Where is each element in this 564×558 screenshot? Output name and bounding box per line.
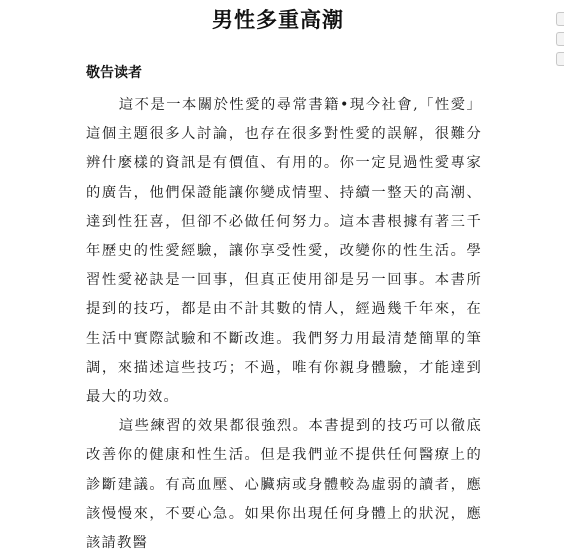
document-title: 男性多重高潮: [212, 7, 344, 32]
section-heading: 敬告读者: [86, 65, 142, 81]
body-text: [86, 91, 482, 558]
panel-tab-icon[interactable]: [556, 52, 564, 66]
panel-tab-icon[interactable]: [556, 12, 564, 26]
panel-tab-icon[interactable]: [556, 32, 564, 46]
paragraph-1: 這不是一本關於性愛的尋常書籍•現今社會,「性愛」這個主題很多人討論，也存在很多對性愛的誤解，很難分辨什麼樣的資訊是有價值、有用的。你一定見過性愛專家的廣告，他們保證能讓你變成情聖、持續一整天的高潮、達到性狂喜，但卻不必做任何努力。這本書根據有著三千年歷史的性愛經驗，讓你享受性愛，改變你的性生活。學習性愛祕訣是一回事，但真正使用卻是另一回事。本書所提到的技巧，都是由不計其數的情人，經過幾千年來，在生活中實際試驗和不斷改進。我們努力用最清楚簡單的筆調，來描述這些技巧；不過，唯有你親身體驗，才能達到最大的功效。: [86, 97, 482, 406]
paragraph-2: 這些練習的效果都很強烈。本書提到的技巧可以徹底改善你的健康和性生活。但是我們並不提供任何醫療上的診斷建議。有高血壓、心臟病或身體較為虛弱的讀者，應該慢慢來，不要心急。如果你出現任何身體上的狀況，應該請教醫: [86, 418, 482, 552]
side-toolbar: [556, 12, 564, 66]
